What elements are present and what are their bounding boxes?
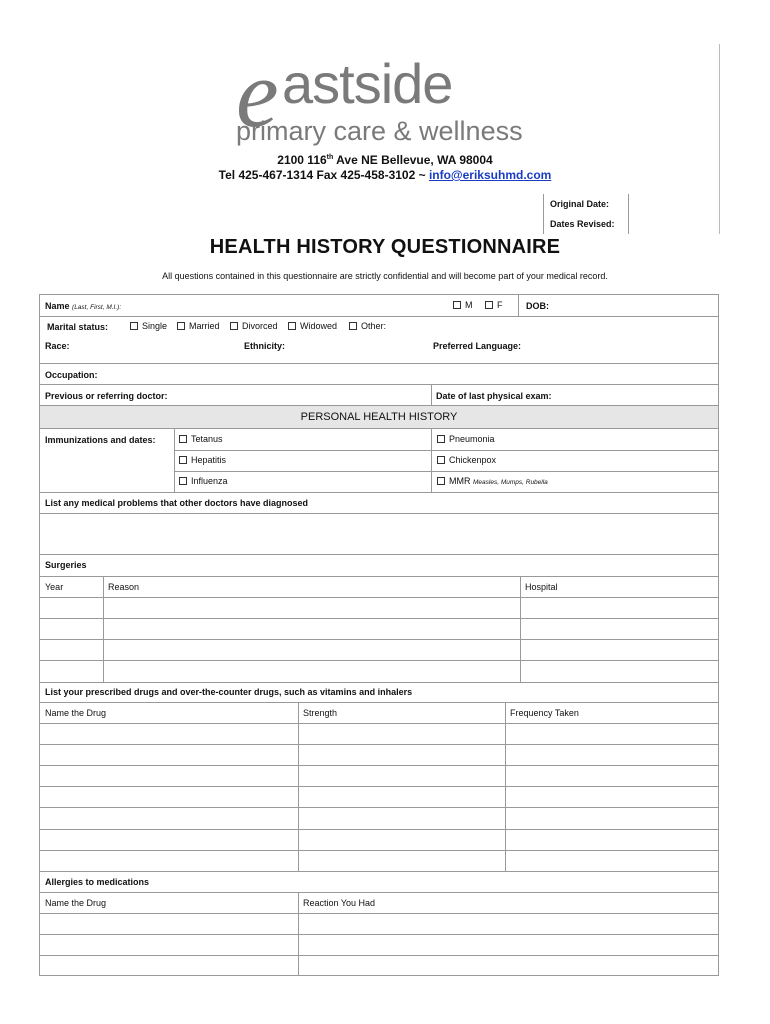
sex-m-checkbox[interactable]: M xyxy=(453,300,473,310)
immunizations-label: Immunizations and dates: xyxy=(45,435,156,445)
header-divider xyxy=(719,44,720,234)
logo-wordmark: astside xyxy=(282,52,453,115)
race-field[interactable]: Race: xyxy=(45,341,70,351)
pneumonia-checkbox[interactable]: Pneumonia xyxy=(437,434,495,444)
drugs-col-strength: Strength xyxy=(303,708,338,718)
surgeries-label: Surgeries xyxy=(45,560,87,570)
name-field[interactable]: Name (Last, First, M.I.): xyxy=(45,301,122,311)
referring-doctor-field[interactable]: Previous or referring doctor: xyxy=(45,391,168,401)
medical-problems-input[interactable] xyxy=(40,514,718,554)
allergies-col-reaction: Reaction You Had xyxy=(303,898,376,908)
mmr-checkbox[interactable]: MMR Measles, Mumps, Rubella xyxy=(437,476,548,486)
marital-single-checkbox[interactable]: Single xyxy=(130,321,167,331)
allergies-col-name: Name the Drug xyxy=(45,898,107,908)
medical-problems-label: List any medical problems that other doctors have diagnosed xyxy=(45,498,309,508)
logo-subtitle: primary care & wellness xyxy=(236,116,523,146)
personal-health-history-heading: PERSONAL HEALTH HISTORY xyxy=(40,406,718,428)
drugs-col-name: Name the Drug xyxy=(45,708,107,718)
tetanus-checkbox[interactable]: Tetanus xyxy=(179,434,223,444)
chickenpox-checkbox[interactable]: Chickenpox xyxy=(437,455,496,465)
address-line: 2100 116th Ave NE Bellevue, WA 98004 xyxy=(277,153,493,167)
questionnaire-form xyxy=(39,294,719,976)
intro-text: All questions contained in this questionnaire are strictly confidential and will become part of your medical record. xyxy=(162,271,608,281)
dates-box xyxy=(543,194,629,234)
surgeries-col-hospital: Hospital xyxy=(525,582,558,592)
marital-status-label: Marital status: xyxy=(47,322,109,332)
marital-other-checkbox[interactable]: Other: xyxy=(349,321,386,331)
influenza-checkbox[interactable]: Influenza xyxy=(179,476,228,486)
drugs-col-frequency: Frequency Taken xyxy=(510,708,579,718)
allergies-label: Allergies to medications xyxy=(45,877,150,887)
hepatitis-checkbox[interactable]: Hepatitis xyxy=(179,455,226,465)
surgeries-col-year: Year xyxy=(45,582,64,592)
preferred-language-field[interactable]: Preferred Language: xyxy=(433,341,522,351)
occupation-field[interactable]: Occupation: xyxy=(45,370,98,380)
last-physical-field[interactable]: Date of last physical exam: xyxy=(436,391,552,401)
logo-e: e xyxy=(236,40,279,147)
original-date-label: Original Date: xyxy=(550,199,610,209)
surgeries-col-reason: Reason xyxy=(108,582,140,592)
ethnicity-field[interactable]: Ethnicity: xyxy=(244,341,286,351)
contact-line: Tel 425-467-1314 Fax 425-458-3102 ~ info@eriksuhmd.com xyxy=(218,168,552,182)
marital-married-checkbox[interactable]: Married xyxy=(177,321,220,331)
email-link[interactable]: info@eriksuhmd.com xyxy=(428,168,552,182)
marital-divorced-checkbox[interactable]: Divorced xyxy=(230,321,278,331)
drugs-label: List your prescribed drugs and over-the-counter drugs, such as vitamins and inhalers xyxy=(45,687,413,697)
marital-widowed-checkbox[interactable]: Widowed xyxy=(288,321,337,331)
dates-revised-label: Dates Revised: xyxy=(550,219,615,229)
dob-field[interactable]: DOB: xyxy=(526,301,549,311)
page-title: HEALTH HISTORY QUESTIONNAIRE xyxy=(209,236,561,258)
sex-f-checkbox[interactable]: F xyxy=(485,300,503,310)
